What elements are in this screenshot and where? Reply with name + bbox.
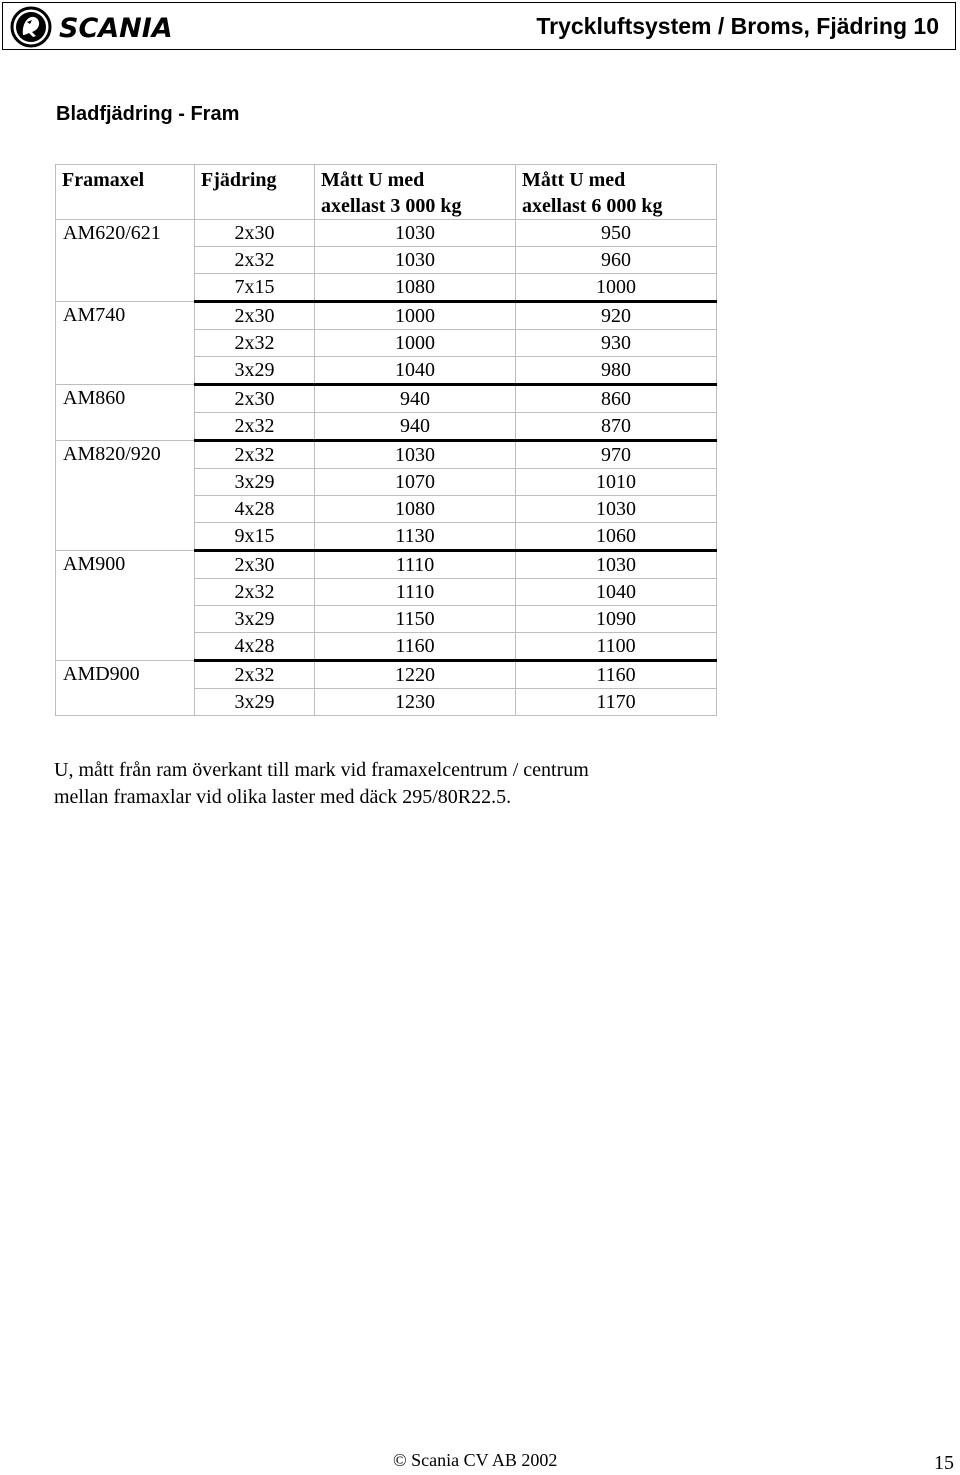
matt-3000-cell: 1160 — [315, 633, 516, 661]
matt-6000-cell: 1170 — [516, 689, 717, 716]
matt-3000-cell: 1080 — [315, 274, 516, 302]
fjadring-cell: 2x32 — [195, 579, 315, 606]
page-number: 15 — [934, 1452, 954, 1474]
matt-6000-cell: 920 — [516, 302, 717, 330]
matt-6000-cell: 1010 — [516, 469, 717, 496]
fjadring-cell: 3x29 — [195, 689, 315, 716]
matt-3000-cell: 1230 — [315, 689, 516, 716]
matt-3000-cell: 1030 — [315, 220, 516, 247]
matt-6000-cell: 1100 — [516, 633, 717, 661]
matt-6000-cell: 1000 — [516, 274, 717, 302]
matt-6000-cell: 1090 — [516, 606, 717, 633]
matt-3000-cell: 1070 — [315, 469, 516, 496]
matt-3000-cell: 1110 — [315, 579, 516, 606]
fjadring-cell: 2x32 — [195, 330, 315, 357]
matt-3000-cell: 1030 — [315, 441, 516, 469]
fjadring-cell: 2x30 — [195, 220, 315, 247]
matt-6000-cell: 950 — [516, 220, 717, 247]
copyright: © Scania CV AB 2002 — [393, 1450, 558, 1470]
matt-6000-cell: 970 — [516, 441, 717, 469]
framaxel-model-cell: AM820/920 — [56, 441, 195, 551]
framaxel-model-cell: AM860 — [56, 385, 195, 441]
scania-griffin-emblem-icon — [9, 5, 199, 49]
matt-6000-cell: 1030 — [516, 551, 717, 579]
fjadring-cell: 2x32 — [195, 661, 315, 689]
fjadring-cell: 2x32 — [195, 441, 315, 469]
matt-3000-cell: 1110 — [315, 551, 516, 579]
fjadring-cell: 9x15 — [195, 523, 315, 551]
matt-3000-cell: 1000 — [315, 302, 516, 330]
matt-3000-cell: 1220 — [315, 661, 516, 689]
section-title: Bladfjädring - Fram — [56, 103, 240, 125]
matt-3000-cell: 1130 — [315, 523, 516, 551]
table-row — [56, 385, 717, 413]
table-header-row — [56, 165, 717, 220]
table-body — [56, 220, 717, 716]
matt-3000-cell: 940 — [315, 385, 516, 413]
column-header-fjadring: Fjädring — [195, 165, 315, 220]
column-header-matt-6000: Mått U med axellast 6 000 kg — [516, 165, 717, 220]
matt-6000-cell: 870 — [516, 413, 717, 441]
table-row — [56, 551, 717, 579]
matt-3000-cell: 1080 — [315, 496, 516, 523]
matt-6000-cell: 1160 — [516, 661, 717, 689]
fjadring-cell: 2x32 — [195, 247, 315, 274]
matt-6000-cell: 1040 — [516, 579, 717, 606]
matt-6000-cell: 1030 — [516, 496, 717, 523]
table-row — [56, 302, 717, 330]
fjadring-cell: 2x32 — [195, 413, 315, 441]
matt-6000-cell: 860 — [516, 385, 717, 413]
matt-6000-cell: 960 — [516, 247, 717, 274]
matt-3000-cell: 1040 — [315, 357, 516, 385]
page-header — [2, 2, 956, 50]
fjadring-cell: 2x30 — [195, 302, 315, 330]
fjadring-cell: 3x29 — [195, 606, 315, 633]
fjadring-cell: 7x15 — [195, 274, 315, 302]
matt-6000-cell: 980 — [516, 357, 717, 385]
framaxel-model-cell: AMD900 — [56, 661, 195, 716]
scania-logo — [9, 5, 199, 49]
matt-3000-cell: 1000 — [315, 330, 516, 357]
matt-3000-cell: 1030 — [315, 247, 516, 274]
fjadring-cell: 4x28 — [195, 496, 315, 523]
matt-3000-cell: 940 — [315, 413, 516, 441]
fjadring-cell: 3x29 — [195, 469, 315, 496]
footnote-line-1: U, mått från ram överkant till mark vid framaxelcentrum / centrum — [54, 759, 589, 781]
header-title: Tryckluftsystem / Broms, Fjädring 10 — [536, 13, 939, 39]
footnote — [54, 757, 774, 811]
column-header-framaxel: Framaxel — [56, 165, 195, 220]
matt-6000-cell: 1060 — [516, 523, 717, 551]
footnote-line-2: mellan framaxlar vid olika laster med däck 295/80R22.5. — [54, 786, 512, 808]
fjadring-cell: 2x30 — [195, 551, 315, 579]
table-row — [56, 220, 717, 247]
leaf-spring-table — [55, 164, 717, 716]
framaxel-model-cell: AM620/621 — [56, 220, 195, 302]
matt-6000-cell: 930 — [516, 330, 717, 357]
matt-3000-cell: 1150 — [315, 606, 516, 633]
column-header-matt-3000: Mått U med axellast 3 000 kg — [315, 165, 516, 220]
framaxel-model-cell: AM740 — [56, 302, 195, 385]
brand-wordmark: SCANIA — [59, 13, 173, 44]
fjadring-cell: 4x28 — [195, 633, 315, 661]
fjadring-cell: 2x30 — [195, 385, 315, 413]
framaxel-model-cell: AM900 — [56, 551, 195, 661]
fjadring-cell: 3x29 — [195, 357, 315, 385]
table-row — [56, 441, 717, 469]
table-row — [56, 661, 717, 689]
